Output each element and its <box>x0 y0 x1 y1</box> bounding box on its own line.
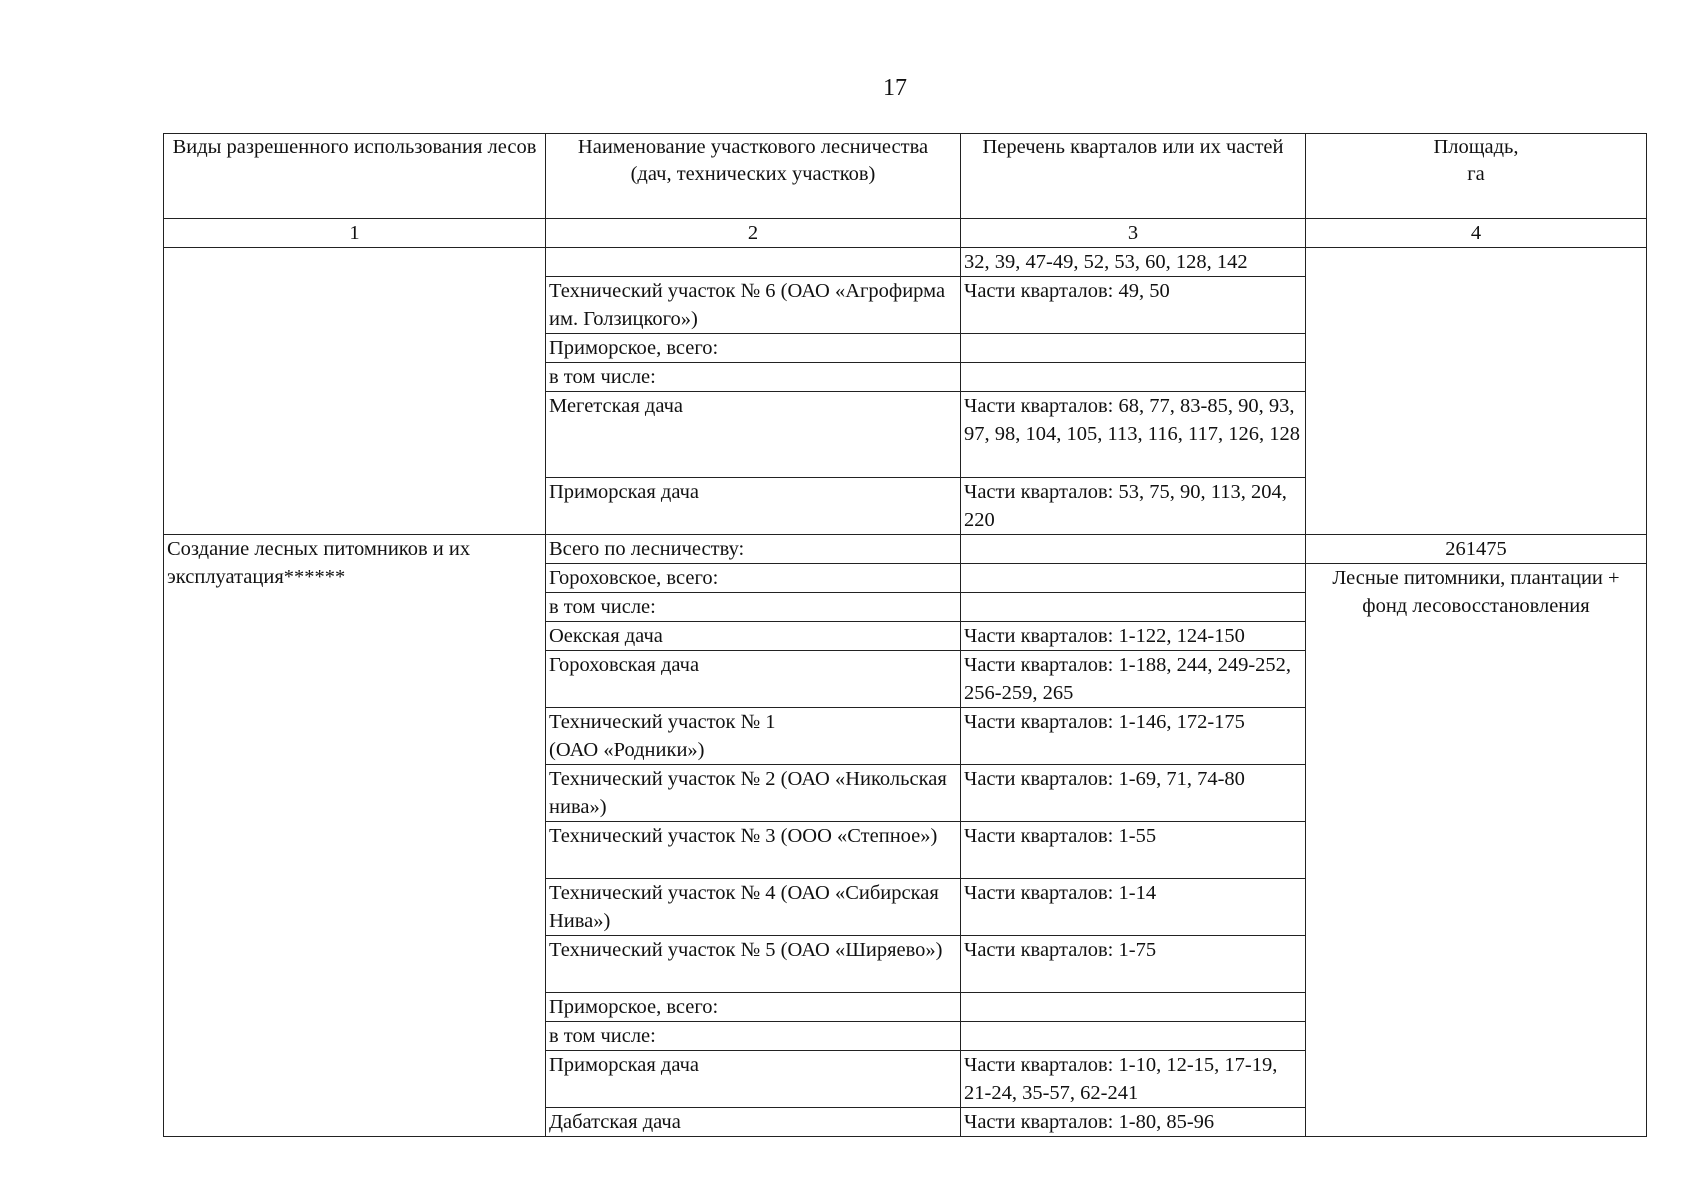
forestry-name-cell: Приморское, всего: <box>546 334 961 363</box>
forestry-name-cell: Приморская дача <box>546 1051 961 1108</box>
forestry-name-cell: Технический участок № 6 (ОАО «Агрофирма им. Голзицкого») <box>546 277 961 334</box>
forestry-name-cell: Оекская дача <box>546 622 961 651</box>
forestry-name-cell: Приморское, всего: <box>546 993 961 1022</box>
table-header-row <box>164 134 1647 219</box>
quarters-cell: Части кварталов: 1-122, 124-150 <box>961 622 1306 651</box>
forestry-name-cell: Дабатская дача <box>546 1108 961 1137</box>
forestry-name-cell: Приморская дача <box>546 478 961 535</box>
use-type-cell <box>164 248 546 535</box>
forestry-name-cell: Технический участок № 2 (ОАО «Никольская нива») <box>546 765 961 822</box>
forestry-name-cell: Гороховское, всего: <box>546 564 961 593</box>
forestry-name-cell: Технический участок № 1 (ОАО «Родники») <box>546 708 961 765</box>
forest-use-table <box>163 133 1647 1137</box>
header-area: Площадь, га <box>1306 134 1647 219</box>
forestry-name-cell <box>546 248 961 277</box>
quarters-cell: Части кварталов: 1-69, 71, 74-80 <box>961 765 1306 822</box>
area-note-cell: Лесные питомники, плантации + фонд лесовосстановления <box>1306 564 1647 1137</box>
quarters-cell <box>961 1022 1306 1051</box>
quarters-cell: Части кварталов: 68, 77, 83-85, 90, 93, 97, 98, 104, 105, 113, 116, 117, 126, 128 <box>961 392 1306 478</box>
forestry-name-cell: в том числе: <box>546 1022 961 1051</box>
page-number: 17 <box>883 75 907 101</box>
header-forestry-name: Наименование участкового лесничества (дач, технических участков) <box>546 134 961 219</box>
quarters-cell: Части кварталов: 1-80, 85-96 <box>961 1108 1306 1137</box>
forestry-name-cell: в том числе: <box>546 363 961 392</box>
quarters-cell <box>961 593 1306 622</box>
quarters-cell: 32, 39, 47-49, 52, 53, 60, 128, 142 <box>961 248 1306 277</box>
quarters-cell: Части кварталов: 53, 75, 90, 113, 204, 220 <box>961 478 1306 535</box>
quarters-cell: Части кварталов: 1-146, 172-175 <box>961 708 1306 765</box>
total-area-cell: 261475 <box>1306 535 1647 564</box>
quarters-cell <box>961 993 1306 1022</box>
column-number: 1 <box>164 219 546 248</box>
table-row <box>164 248 1647 277</box>
quarters-cell: Части кварталов: 1-14 <box>961 879 1306 936</box>
quarters-cell: Части кварталов: 1-10, 12-15, 17-19, 21-24, 35-57, 62-241 <box>961 1051 1306 1108</box>
header-use-type: Виды разрешенного использования лесов <box>164 134 546 219</box>
quarters-cell: Части кварталов: 49, 50 <box>961 277 1306 334</box>
forestry-name-cell: Технический участок № 5 (ОАО «Ширяево») <box>546 936 961 993</box>
table-row <box>164 535 1647 564</box>
forestry-name-cell: Технический участок № 4 (ОАО «Сибирская Нива») <box>546 879 961 936</box>
column-number: 4 <box>1306 219 1647 248</box>
quarters-cell: Части кварталов: 1-55 <box>961 822 1306 879</box>
column-number: 3 <box>961 219 1306 248</box>
use-type-cell: Создание лесных питомников и их эксплуатация****** <box>164 535 546 1137</box>
column-number: 2 <box>546 219 961 248</box>
quarters-cell <box>961 363 1306 392</box>
area-cell <box>1306 248 1647 535</box>
quarters-cell <box>961 535 1306 564</box>
forestry-name-cell: в том числе: <box>546 593 961 622</box>
quarters-cell <box>961 564 1306 593</box>
forestry-name-cell: Технический участок № 3 (ООО «Степное») <box>546 822 961 879</box>
column-number-row <box>164 219 1647 248</box>
forestry-name-cell: Мегетская дача <box>546 392 961 478</box>
quarters-cell: Части кварталов: 1-188, 244, 249-252, 256-259, 265 <box>961 651 1306 708</box>
quarters-cell <box>961 334 1306 363</box>
quarters-cell: Части кварталов: 1-75 <box>961 936 1306 993</box>
header-quarters: Перечень кварталов или их частей <box>961 134 1306 219</box>
forestry-name-cell: Всего по лесничеству: <box>546 535 961 564</box>
forestry-name-cell: Гороховская дача <box>546 651 961 708</box>
